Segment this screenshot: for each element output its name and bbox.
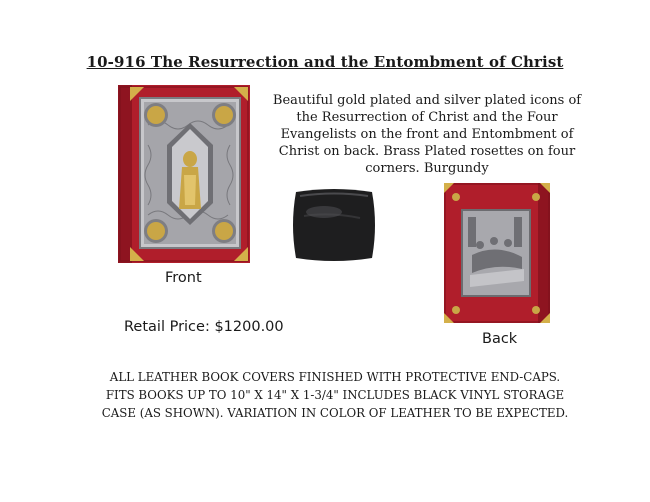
back-cover-image bbox=[444, 183, 550, 323]
front-label: Front bbox=[165, 270, 202, 286]
storage-case-image bbox=[290, 186, 378, 264]
product-title: 10-916 The Resurrection and the Entombment of Christ bbox=[86, 53, 564, 71]
front-cover-image bbox=[118, 85, 250, 263]
product-description: Beautiful gold plated and silver plated icons of the Resurrection of Christ and the Four Evangelists on the front and Entombment of Christ on back. Brass Plated rosettes on four corners. Burgundy bbox=[272, 93, 582, 176]
back-label: Back bbox=[482, 331, 518, 347]
product-notice: ALL LEATHER BOOK COVERS FINISHED WITH PROTECTIVE END-CAPS. FITS BOOKS UP TO 10" X 14" X 1-3/4" INCLUDES BLACK VINYL STORAGE CASE (AS SHOWN). VARIATION IN COLOR OF LEATHER TO BE EXPECTED. bbox=[101, 370, 569, 420]
retail-price: Retail Price: $1200.00 bbox=[124, 319, 284, 335]
